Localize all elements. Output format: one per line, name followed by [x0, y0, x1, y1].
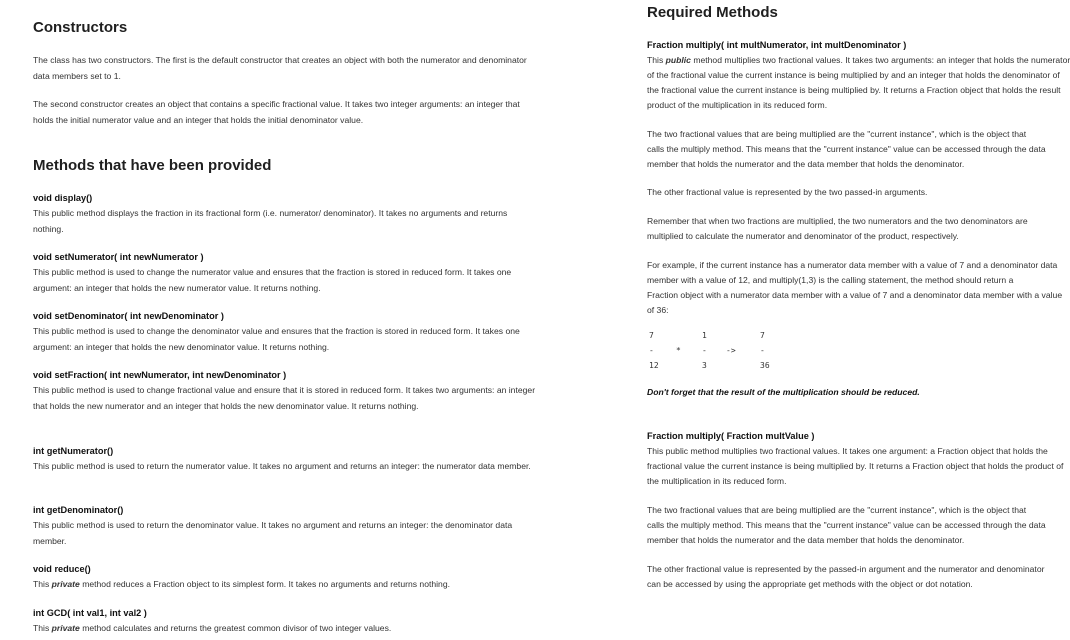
method-signature: void setDenominator( int newDenominator )	[33, 311, 224, 321]
constructors-paragraph-2: The second constructor creates an object that contains a specific fractional value. It takes two integer arguments: an integer that holds the initial numerator value and an integer that holds the initial denominator value.	[33, 99, 520, 125]
required-methods-heading: Required Methods	[647, 4, 778, 21]
method-description: This public method is used to change the denominator value and ensures that the fraction is stored in reduced form. It takes one argument: an integer that holds the new denominator value. It returns nothing.	[33, 326, 520, 352]
example-fraction-bar: -	[649, 346, 654, 355]
paragraph-line: member that holds the numerator and the data member that holds the denominator.	[647, 535, 965, 545]
method-description: This public method is used to return the denominator value. It takes no argument and returns an integer: the denominator data member.	[33, 520, 513, 546]
example-denominator: 3	[702, 361, 707, 370]
paragraph-line: multiplied to calculate the numerator and denominator of the product, respectively.	[647, 231, 959, 241]
private-keyword: private	[51, 579, 80, 589]
method-signature: int getDenominator()	[33, 505, 124, 515]
paragraph-line: The other fractional value is represented by the passed-in argument and the numerator and denominator	[647, 564, 1045, 574]
private-keyword: private	[51, 623, 80, 633]
method-signature: int GCD( int val1, int val2 )	[33, 608, 147, 618]
paragraph-line: can be accessed by using the appropriate get methods with the object or dot notation.	[647, 579, 973, 589]
example-numerator: 7	[649, 331, 654, 340]
paragraph-line: The two fractional values that are being multiplied are the "current instance", which is the object that	[647, 505, 1027, 515]
constructors-paragraph-1: The class has two constructors. The first is the default constructor that creates an object with both the numerator and denominator data members set to 1.	[33, 55, 527, 81]
right-page	[640, 0, 1070, 640]
method-signature: Fraction multiply( int multNumerator, int multDenominator )	[647, 40, 907, 50]
method-description: This private method reduces a Fraction object to its simplest form. It takes no arguments and returns nothing.	[33, 579, 451, 589]
method-description-line: This public method multiplies two fractional values. It takes two arguments: an integer that holds the numerator	[647, 55, 1070, 65]
example-denominator: 36	[760, 361, 770, 370]
example-denominator: 12	[649, 361, 659, 370]
paragraph-line: member with a value of 12, and multiply(1,3) is the calling statement, the method should return a	[647, 275, 1014, 285]
methods-heading: Methods that have been provided	[33, 157, 272, 174]
method-signature: void setNumerator( int newNumerator )	[33, 252, 204, 262]
method-description: This public method is used to return the numerator value. It takes no argument and returns an integer: the numerator data member.	[33, 461, 531, 471]
paragraph-line: the multiplication in its reduced form.	[647, 476, 787, 486]
paragraph-line: calls the multiply method. This means that the "current instance" value can be accessed through the data	[647, 520, 1046, 530]
paragraph-line: calls the multiply method. This means that the "current instance" value can be accessed through the data	[647, 144, 1046, 154]
paragraph-line: member that holds the numerator and the data member that holds the denominator.	[647, 159, 965, 169]
example-operator: *	[676, 346, 681, 355]
method-description: This private method calculates and returns the greatest common divisor of two integer values.	[33, 623, 392, 633]
paragraph-line: Fraction object with a numerator data member with a value of 7 and a denominator data member with a value	[647, 290, 1063, 300]
example-fraction-bar: -	[760, 346, 765, 355]
example-fraction-bar: -	[702, 346, 707, 355]
method-signature: void reduce()	[33, 564, 91, 574]
method-signature: void setFraction( int newNumerator, int newDenominator )	[33, 370, 287, 380]
method-description: This public method is used to change the numerator value and ensures that the fraction is stored in reduced form. It takes one argument: an integer that holds the new numerator value. It returns nothing.	[33, 267, 512, 293]
paragraph-line: Remember that when two fractions are multiplied, the two numerators and the two denominators are	[647, 216, 1028, 226]
paragraph-line: This public method multiplies two fractional values. It takes one argument: a Fraction object that holds the	[647, 446, 1048, 456]
example-numerator: 7	[760, 331, 765, 340]
method-description-line: the fractional value the current instance is being multiplied by. It returns a Fraction object that holds the result	[647, 85, 1061, 95]
method-signature: int getNumerator()	[33, 446, 114, 456]
constructors-heading: Constructors	[33, 19, 128, 36]
method-description: This public method is used to change fractional value and ensure that it is stored in reduced form. It takes two arguments: an integer that holds the new numerator and an integer that holds the new denominator value. It returns nothing.	[33, 385, 536, 411]
public-keyword: public	[665, 55, 691, 65]
paragraph-line: of 36:	[647, 305, 669, 315]
reduce-note: Don't forget that the result of the multiplication should be reduced.	[647, 387, 920, 397]
method-signature: void display()	[33, 193, 93, 203]
method-description-line: product of the multiplication in its reduced form.	[647, 100, 828, 110]
paragraph-line: The other fractional value is represented by the two passed-in arguments.	[647, 187, 928, 197]
example-numerator: 1	[702, 331, 707, 340]
paragraph-line: The two fractional values that are being multiplied are the "current instance", which is the object that	[647, 129, 1027, 139]
method-description: This public method displays the fraction in its fractional form (i.e. numerator/ denominator). It takes no arguments and returns nothing.	[33, 208, 508, 234]
example-arrow: ->	[726, 346, 736, 355]
paragraph-line: fractional value the current instance is being multiplied by. It returns a Fraction object that holds the product of	[647, 461, 1064, 471]
method-signature: Fraction multiply( Fraction multValue )	[647, 431, 815, 441]
paragraph-line: For example, if the current instance has a numerator data member with a value of 7 and a denominator data	[647, 260, 1058, 270]
method-description-line: of the fractional value the current instance is being multiplied by and an integer that holds the denominator of	[647, 70, 1060, 80]
